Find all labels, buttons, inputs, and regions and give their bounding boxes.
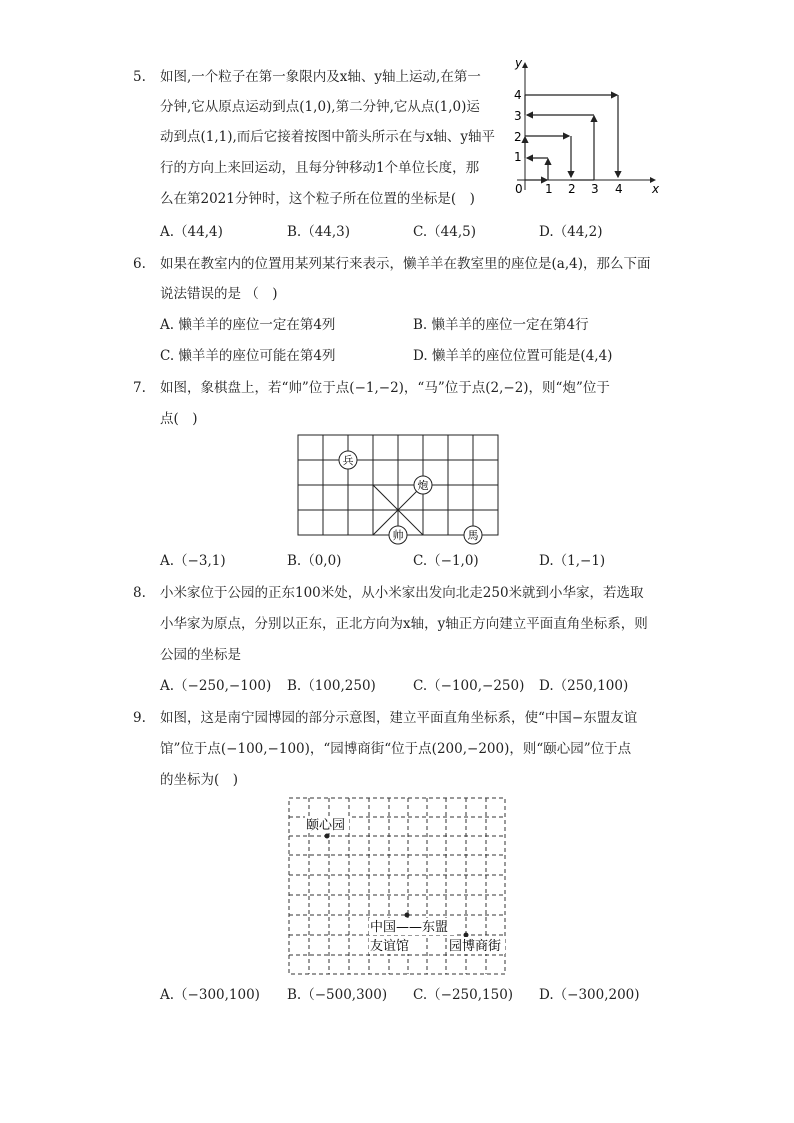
q9-option-c[interactable]: C.（−250,150) — [413, 987, 514, 1003]
q7-line-2: 点( ) — [160, 411, 198, 427]
q8-option-d[interactable]: D.（250,100) — [539, 678, 629, 694]
q9-park-map — [287, 796, 509, 976]
q5-number: 5. — [133, 69, 146, 85]
q5-line-1: 如图,一个粒子在第一象限内及x轴、y轴上运动,在第一 — [160, 69, 481, 85]
q8-line-3: 公园的坐标是 — [160, 647, 241, 663]
q5-y-tick: 4 — [514, 88, 522, 102]
q5-x-tick: 3 — [591, 182, 599, 196]
q7-piece-bing — [339, 451, 357, 469]
q6-option-c[interactable]: C. 懒羊羊的座位可能在第4列 — [160, 348, 336, 364]
q7-piece-pao — [414, 476, 432, 494]
q5-line-5: 么在第2021分钟时，这个粒子所在位置的坐标是( ) — [160, 191, 475, 207]
q7-shuai-label: 帅 — [392, 529, 404, 542]
q8-line-2: 小华家为原点，分别以正东，正北方向为x轴，y轴正方向建立平面直角坐标系，则 — [160, 616, 648, 632]
q5-y-label: y — [515, 56, 523, 70]
q9-zhongguo-dot — [405, 913, 410, 918]
q6-number: 6. — [133, 256, 146, 272]
q7-piece-shuai — [389, 526, 407, 544]
q7-bing-label: 兵 — [342, 454, 354, 467]
q5-x-tick: 2 — [568, 182, 576, 196]
q9-yixin-dot — [325, 834, 330, 839]
q7-pao-label: 炮 — [417, 479, 429, 492]
q5-option-c[interactable]: C.（44,5) — [413, 224, 476, 240]
q8-option-b[interactable]: B.（100,250) — [287, 678, 376, 694]
q5-option-b[interactable]: B.（44,3) — [287, 224, 351, 240]
q5-option-a[interactable]: A.（44,4) — [160, 224, 223, 240]
q9-youyi-label: 友谊馆 — [370, 939, 410, 954]
q5-y-tick: 2 — [514, 130, 522, 144]
q9-option-d[interactable]: D.（−300,200) — [539, 987, 640, 1003]
q5-line-2: 分钟,它从原点运动到点(1,0),第二分钟,它从点(1,0)运 — [160, 99, 480, 115]
q7-line-1: 如图，象棋盘上，若“帅”位于点(−1,−2)，“马”位于点(2,−2)，则“炮”位于 — [160, 380, 610, 396]
q8-option-c[interactable]: C.（−100,−250) — [413, 678, 525, 694]
q7-piece-ma — [464, 526, 482, 544]
q5-x-tick: 0 — [515, 182, 523, 196]
q7-ma-label: 馬 — [467, 529, 479, 542]
q7-number: 7. — [133, 380, 146, 396]
q5-y-tick: 3 — [514, 109, 522, 123]
q6-option-a[interactable]: A. 懒羊羊的座位一定在第4列 — [160, 317, 336, 333]
q5-option-d[interactable]: D.（44,2) — [539, 224, 603, 240]
q7-option-c[interactable]: C.（−1,0) — [413, 553, 479, 569]
q9-yuanbo-dot — [464, 933, 469, 938]
q7-chess-board — [296, 432, 500, 546]
q9-number: 9. — [133, 710, 146, 726]
q6-option-b[interactable]: B. 懒羊羊的座位一定在第4行 — [413, 317, 589, 333]
q5-x-label: x — [652, 182, 660, 196]
q8-line-1: 小米家位于公园的正东100米处，从小米家出发向北走250米就到小华家，若选取 — [160, 585, 644, 601]
q6-option-d[interactable]: D. 懒羊羊的座位位置可能是(4,4) — [413, 348, 613, 364]
q9-yixin-label: 颐心园 — [306, 818, 346, 833]
q5-particle-figure — [505, 55, 665, 200]
q9-yuanbo-label: 园博商街 — [449, 939, 502, 954]
q5-y-tick: 1 — [514, 150, 522, 164]
q6-line-2: 说法错误的是 （ ) — [160, 286, 278, 302]
q9-line-3: 的坐标为( ) — [160, 772, 239, 788]
q9-option-b[interactable]: B.（−500,300) — [287, 987, 388, 1003]
q9-line-2: 馆”位于点(−100,−100)，“园博商街“位于点(200,−200)，则“颐心园”位于点 — [160, 741, 632, 757]
q7-option-a[interactable]: A.（−3,1) — [160, 553, 226, 569]
q7-option-b[interactable]: B.（0,0) — [287, 553, 342, 569]
q7-option-d[interactable]: D.（1,−1) — [539, 553, 606, 569]
q9-zhongguo-label: 中国——东盟 — [370, 920, 449, 935]
q9-option-a[interactable]: A.（−300,100) — [160, 987, 260, 1003]
q6-line-1: 如果在教室内的位置用某列某行来表示，懒羊羊在教室里的座位是(a,4)，那么下面 — [160, 256, 651, 272]
q8-option-a[interactable]: A.（−250,−100) — [160, 678, 272, 694]
q5-x-tick: 4 — [615, 182, 623, 196]
q8-number: 8. — [133, 585, 146, 601]
q9-line-1: 如图，这是南宁园博园的部分示意图，建立平面直角坐标系，使“中国−东盟友谊 — [160, 710, 638, 726]
q5-x-tick: 1 — [545, 182, 553, 196]
q5-line-4: 行的方向上来回运动，且每分钟移动1个单位长度，那 — [160, 160, 480, 176]
q5-line-3: 动到点(1,1),而后它接着按图中箭头所示在与x轴、y轴平 — [160, 129, 496, 145]
